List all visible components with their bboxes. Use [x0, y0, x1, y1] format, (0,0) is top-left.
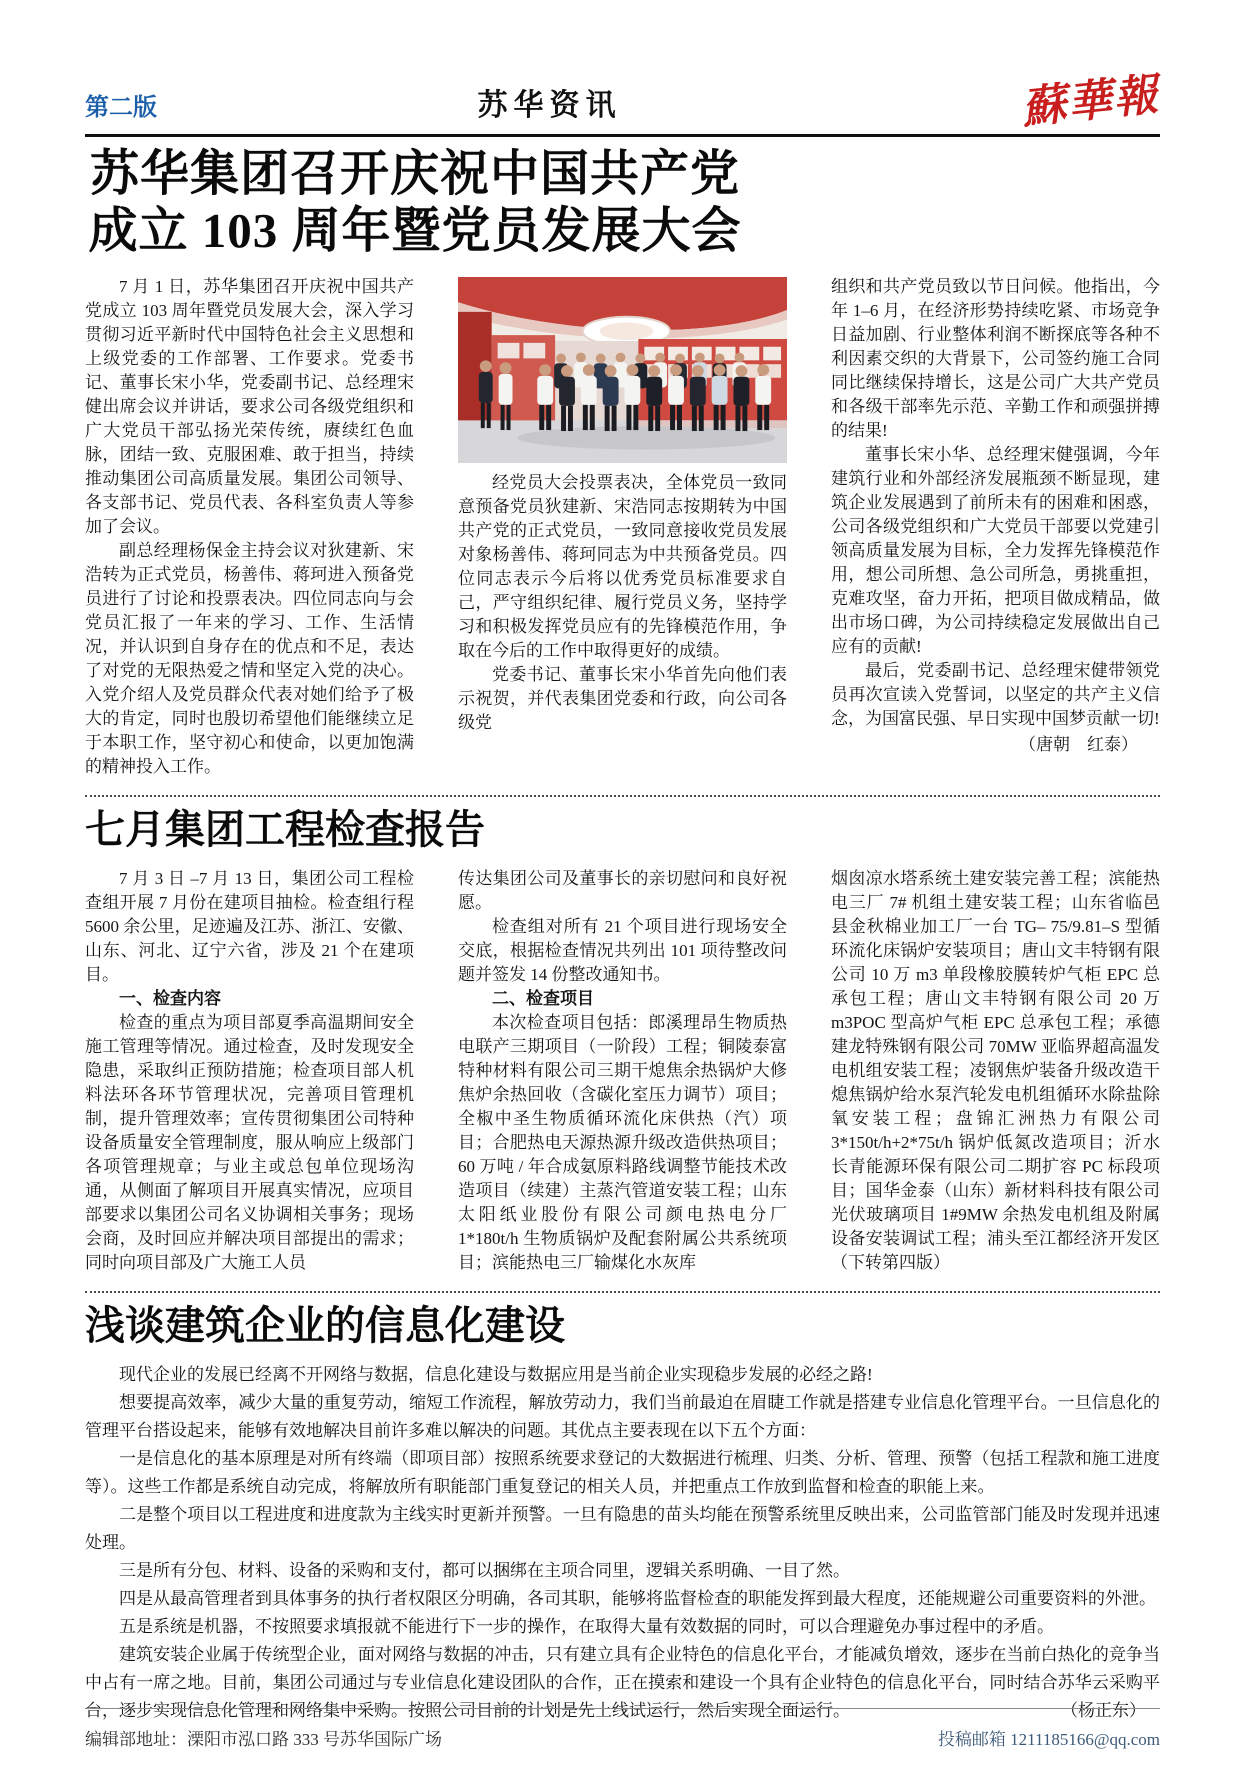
article-separator — [85, 795, 1160, 797]
article2-columns — [85, 867, 1160, 1275]
article2-title: 七月集团工程检查报告 — [85, 807, 485, 852]
paragraph: 检查的重点为项目部夏季高温期间安全施工管理等情况。通过检查，及时发现安全隐患，采取纠正预防措施；检查项目部人机料法环各环节管理状况，完善项目管理机制，提升管理效率；宣传贯彻集团公司特种设备质量安全管理制度，服从响应上级部门各项管理规章；与业主或总包单位现场沟通，从侧面了解项目开展真实情况，应项目部要求以集团公司名义协调相关事务；现场会商，及时回应并解决项目部提出的需求；同时向项目部及广大施工人员 — [85, 1013, 414, 1272]
page-footer — [85, 1708, 1160, 1750]
article1-column-1 — [85, 275, 414, 779]
article2-column-2 — [458, 867, 787, 1275]
paragraph: 想要提高效率，减少大量的重复劳动，缩短工作流程，解放劳动力，我们当前最迫在眉睫工作就是搭建专业信息化管理平台。一旦信息化的管理平台搭设起来，能够有效地解决目前许多难以解决的问题。其优点主要表现在以下五个方面： — [85, 1393, 1160, 1440]
article1-title-block — [85, 145, 745, 259]
article1-byline: （唐朝 红泰） — [1019, 735, 1138, 754]
submission-mailbox: 投稿邮箱 1211185166@qq.com — [937, 1730, 1160, 1749]
article1-column-2 — [458, 275, 787, 779]
paragraph: 四是从最高管理者到具体事务的执行者权限区分明确，各司其职，能够将监督检查的职能发挥到最大程度，还能规避公司重要资料的外泄。 — [119, 1589, 1156, 1608]
article2-column-3 — [831, 867, 1160, 1275]
edition-label: 第二版 — [85, 94, 157, 121]
paragraph: 一是信息化的基本原理是对所有终端（即项目部）按照系统要求登记的大数据进行梳理、归类、分析、管理、预警（包括工程款和施工进度等）。这些工作都是系统自动完成，将解放所有职能部门重复登记的相关人员，并把重点工作放到监督和检查的职能上来。 — [85, 1449, 1160, 1496]
article1-title-line2: 成立 103 周年暨党员发展大会 — [88, 203, 742, 258]
paragraph: 经党员大会投票表决，全体党员一致同意预备党员狄建新、宋浩同志按期转为中国共产党的正式党员，一致同意接收党员发展对象杨善伟、蒋珂同志为中共预备党员。四位同志表示今后将以优秀党员标准要求自己，严守组织纪律、履行党员义务，坚持学习和积极发挥党员应有的先锋模范作用，争取在今后的工作中取得更好的成绩。 — [458, 473, 787, 660]
paragraph: 最后，党委副书记、总经理宋健带领党员再次宣读入党誓词，以坚定的共产主义信念，为国富民强、早日实现中国梦贡献一切! — [831, 661, 1160, 728]
paragraph: 本次检查项目包括：郎溪理昂生物质热电联产三期项目（一阶段）工程；铜陵泰富特种材料有限公司三期干熄焦余热锅炉大修焦炉余热回收（含碳化室压力调节）项目；全椒中圣生物质循环流化床供热（汽）项目；合肥热电天源热源升级改造供热项目；60 万吨 / 年合成氨原料路线调整节能技术改造项目（续建）主蒸汽管道安装工程；山东太阳纸业股份有限公司颜电热电分厂 1*180t/h 生物质锅炉及配套附属公共系统项目；滨能热电三厂输煤化水灰库 — [458, 1013, 787, 1272]
article3-byline: （杨正东） — [1061, 1701, 1146, 1720]
paragraph: 副总经理杨保金主持会议对狄建新、宋浩转为正式党员，杨善伟、蒋珂进入预备党员进行了讨论和投票表决。四位同志向与会党员汇报了一年来的学习、工作、生活情况，并认识到自身存在的优点和不足，表达了对党的无限热爱之情和坚定入党的决心。入党介绍人及党员群众代表对她们给予了极大的肯定，同时也殷切希望他们能继续立足于本职工作，坚守初心和使命，以更加饱满的精神投入工作。 — [85, 541, 414, 776]
paragraph: 三是所有分包、材料、设备的采购和支付，都可以捆绑在主项合同里，逻辑关系明确、一目了然。 — [119, 1561, 850, 1580]
paragraph: 二是整个项目以工程进度和进度款为主线实时更新并预警。一旦有隐患的苗头均能在预警系统里反映出来，公司监管部门能及时发现并迅速处理。 — [85, 1505, 1160, 1552]
paragraph: 检查组对所有 21 个项目进行现场安全交底，根据检查情况共列出 101 项待整改问题并签发 14 份整改通知书。 — [458, 917, 787, 984]
group-photo-illustration — [458, 277, 787, 463]
article-separator — [85, 1291, 1160, 1293]
paragraph: 建筑安装企业属于传统型企业，面对网络与数据的冲击，只有建立具有企业特色的信息化平台，才能减负增效，逐步在当前白热化的竞争当中占有一席之地。目前，集团公司通过与专业信息化建设团队的合作，正在摸索和建设一个具有企业特色的信息化平台，同时结合苏华云采购平台，逐步实现信息化管理和网络集中采购。按照公司目前的计划是先上线试运行，然后实现全面运行。 — [85, 1645, 1160, 1720]
article1-title-line1: 苏华集团召开庆祝中国共产党 — [89, 146, 740, 201]
article1-column-3 — [831, 275, 1160, 779]
masthead-rule — [85, 134, 1160, 137]
article1-title — [85, 145, 745, 259]
paragraph: 7 月 1 日，苏华集团召开庆祝中国共产党成立 103 周年暨党员发展大会，深入学习贯彻习近平新时代中国特色社会主义思想和上级党委的工作部署、工作要求。党委书记、董事长宋小华，党委副书记、总经理宋健出席会议并讲话，要求公司各级党组织和广大党员干部弘扬光荣传统，赓续红色血脉，团结一致、克服困难、敢于担当，持续推动集团公司高质量发展。集团公司领导、各支部书记、党员代表、各科室负责人等参加了会议。 — [85, 277, 414, 536]
article-inspection-report — [85, 807, 1160, 1275]
paragraph: 现代企业的发展已经离不开网络与数据，信息化建设与数据应用是当前企业实现稳步发展的必经之路! — [119, 1365, 873, 1384]
section-heading-inspection-projects: 二、检查项目 — [492, 989, 594, 1008]
masthead — [85, 68, 1162, 134]
section-title: 苏华资讯 — [477, 89, 622, 122]
paragraph-continuation: 组织和共产党员致以节日问候。他指出，今年 1–6 月，在经济形势持续吃紧、市场竞争日益加剧、行业整体利润不断探底等各种不利因素交织的大背景下，公司签约施工合同同比继续保持增长，这是公司广大共产党员和各级干部率先示范、辛勤工作和顽强拼搏的结果! — [831, 277, 1160, 440]
paragraph: 董事长宋小华、总经理宋健强调，今年建筑行业和外部经济发展瓶颈不断显现，建筑企业发展遇到了前所未有的困难和困惑，公司各级党组织和广大党员干部要以党建引领高质量发展为目标，全力发挥先锋模范作用，想公司所想、急公司所急，勇挑重担，克难攻坚，奋力开拓，把项目做成精品，做出市场口碑，为公司持续稳定发展做出自己应有的贡献! — [831, 445, 1160, 656]
newspaper-logo: 蘇華報 — [1019, 69, 1162, 134]
group-photo — [458, 277, 787, 463]
article-party-anniversary — [85, 145, 1160, 779]
paragraph-continuation: 传达集团公司及董事长的亲切慰问和良好祝愿。 — [458, 869, 787, 912]
paragraph: 五是系统是机器，不按照要求填报就不能进行下一步的操作，在取得大量有效数据的同时，可以合理避免办事过程中的矛盾。 — [119, 1617, 1054, 1636]
article3-title: 浅谈建筑企业的信息化建设 — [85, 1304, 565, 1348]
paragraph-continuation: 烟囱凉水塔系统土建安装完善工程；滨能热电三厂 7# 机组土建安装工程；山东省临邑县金秋棉业加工厂一台 TG– 75/9.81–S 型循环流化床锅炉安装项目；唐山文丰特钢有限公司 10 万 m3 单段橡胶膜转炉气柜 EPC 总承包工程；唐山文丰特钢有限公司 20 万 m3POC 型高炉气柜 EPC 总承包工程；承德建龙特殊钢有限公司 70MW 亚临界超高温发电机组安装工程；凌钢焦炉装备升级改造干熄焦锅炉给水泵汽轮发电机组循环水除盐除氧安装工程；盘锦汇洲热力有限公司 3*150t/h+2*75t/h 锅炉低氮改造项目；沂水长青能源环保有限公司二期扩容 PC 标段项目；国华金泰（山东）新材料科技有限公司光伏玻璃项目 1#9MW 余热发电机组及附属设备安装调试工程；浦头至江都经济开发区（下转第四版） — [831, 869, 1160, 1272]
paragraph: 党委书记、董事长宋小华首先向他们表示祝贺，并代表集团党委和行政，向公司各级党 — [458, 665, 787, 732]
article2-column-1 — [85, 867, 414, 1275]
paragraph: 7 月 3 日 –7 月 13 日，集团公司工程检查组开展 7 月份在建项目抽检。检查组行程 5600 余公里，足迹遍及江苏、浙江、安徽、山东、河北、辽宁六省，涉及 21 个在建项目。 — [85, 869, 414, 984]
section-heading-inspection-content: 一、检查内容 — [119, 989, 221, 1008]
article1-columns — [85, 275, 1160, 779]
article-informatization — [85, 1303, 1160, 1725]
editorial-address: 编辑部地址：溧阳市泓口路 333 号苏华国际广场 — [85, 1730, 442, 1749]
